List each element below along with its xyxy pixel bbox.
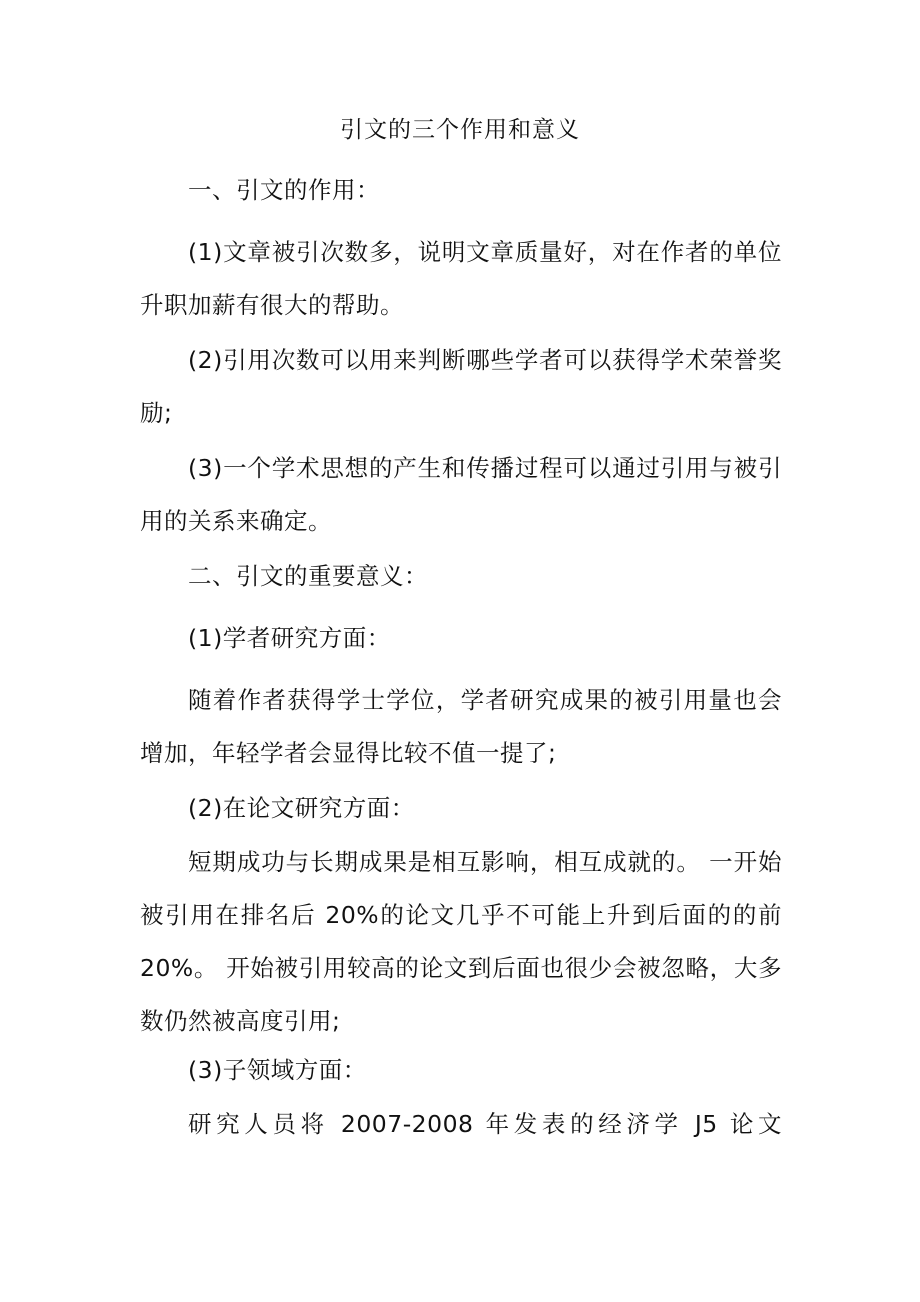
paragraph-subfield: 研究人员将 2007-2008 年发表的经济学 J5 论文 [188,1110,782,1138]
subheading-scholar-research: (1)学者研究方面： [188,624,391,652]
document-title: 引文的三个作用和意义 [340,117,580,143]
paragraph-function-3: (3)一个学术思想的产生和传播过程可以通过引用与被引用的关系来确定。 [140,454,782,535]
paragraph-paper-research: 短期成功与长期成果是相互影响，相互成就的。 一开始被引用在排名后 20%的论文几乎不可能上升到后面的的前 20%。 开始被引用较高的论文到后面也很少会被忽略，大多数仍然被高度引用; [140,848,782,1035]
paragraph-function-2: (2)引用次数可以用来判断哪些学者可以获得学术荣誉奖励; [140,346,782,427]
subheading-subfield: (3)子领域方面： [188,1056,367,1084]
section-heading-significance: 二、引文的重要意义： [188,562,428,590]
paragraph-function-1: (1)文章被引次数多，说明文章质量好，对在作者的单位升职加薪有很大的帮助。 [140,238,782,319]
subheading-paper-research: (2)在论文研究方面： [188,794,415,822]
paragraph-scholar-research: 随着作者获得学士学位，学者研究成果的被引用量也会增加，年轻学者会显得比较不值一提了; [140,686,782,767]
section-heading-functions: 一、引文的作用： [188,176,380,204]
